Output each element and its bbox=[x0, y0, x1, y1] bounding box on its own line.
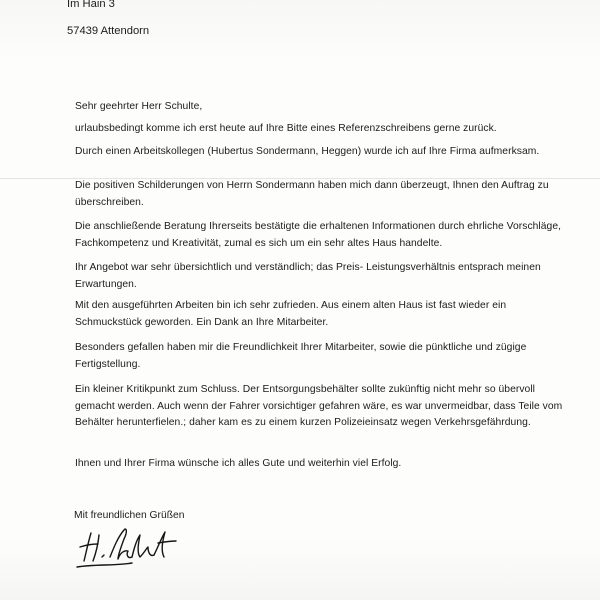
paragraph-9: Ihnen und Ihrer Firma wünsche ich alles Gute und weiterhin viel Erfolg. bbox=[75, 458, 402, 469]
handwritten-signature bbox=[74, 517, 184, 572]
paragraph-4: Die anschließende Beratung Ihrerseits bestätigte die erhaltenen Informationen durch ehrliche Vorschläge, Fachkompetenz und Kreativität, zumal es sich um ein sehr altes Haus handelte. bbox=[75, 221, 562, 249]
sender-city: 57439 Attendorn bbox=[67, 25, 150, 37]
salutation: Sehr geehrter Herr Schulte, bbox=[75, 101, 203, 112]
sender-street: Im Hain 3 bbox=[67, 0, 115, 10]
paragraph-2: Durch einen Arbeitskollegen (Hubertus Sondermann, Heggen) wurde ich auf Ihre Firma aufmerksam. bbox=[75, 146, 540, 157]
paragraph-6: Mit den ausgeführten Arbeiten bin ich sehr zufrieden. Aus einem alten Haus ist fast wieder ein Schmuckstück geworden. Ein Dank an Ihre Mitarbeiter. bbox=[75, 300, 507, 328]
paragraph-1: urlaubsbedingt komme ich erst heute auf Ihre Bitte eines Referenzschreibens gerne zurück. bbox=[75, 123, 497, 134]
closing-text: Mit freundlichen Grüßen bbox=[74, 510, 185, 521]
paragraph-7: Besonders gefallen haben mir die Freundlichkeit Ihrer Mitarbeiter, sowie die pünktliche und zügige Fertigstellung. bbox=[75, 342, 527, 370]
paragraph-5: Ihr Angebot war sehr übersichtlich und verständlich; das Preis- Leistungsverhältnis entsprach meinen Erwartungen. bbox=[75, 262, 541, 290]
paragraph-3: Die positiven Schilderungen von Herrn Sondermann haben mich dann überzeugt, Ihnen den Auftrag zu überschreiben. bbox=[75, 180, 549, 208]
paragraph-8: Ein kleiner Kritikpunkt zum Schluss. Der Entsorgungsbehälter sollte zukünftig nicht mehr so übervoll gemacht werden. Auch wenn der Fahrer vorsichtiger gefahren wäre, es war unvermeidbar, dass Teile vom Behälter herunterfielen.; daher kam es zu einem kurzen Polizeieinsatz wegen Verkehrsgefährdung. bbox=[75, 384, 563, 428]
